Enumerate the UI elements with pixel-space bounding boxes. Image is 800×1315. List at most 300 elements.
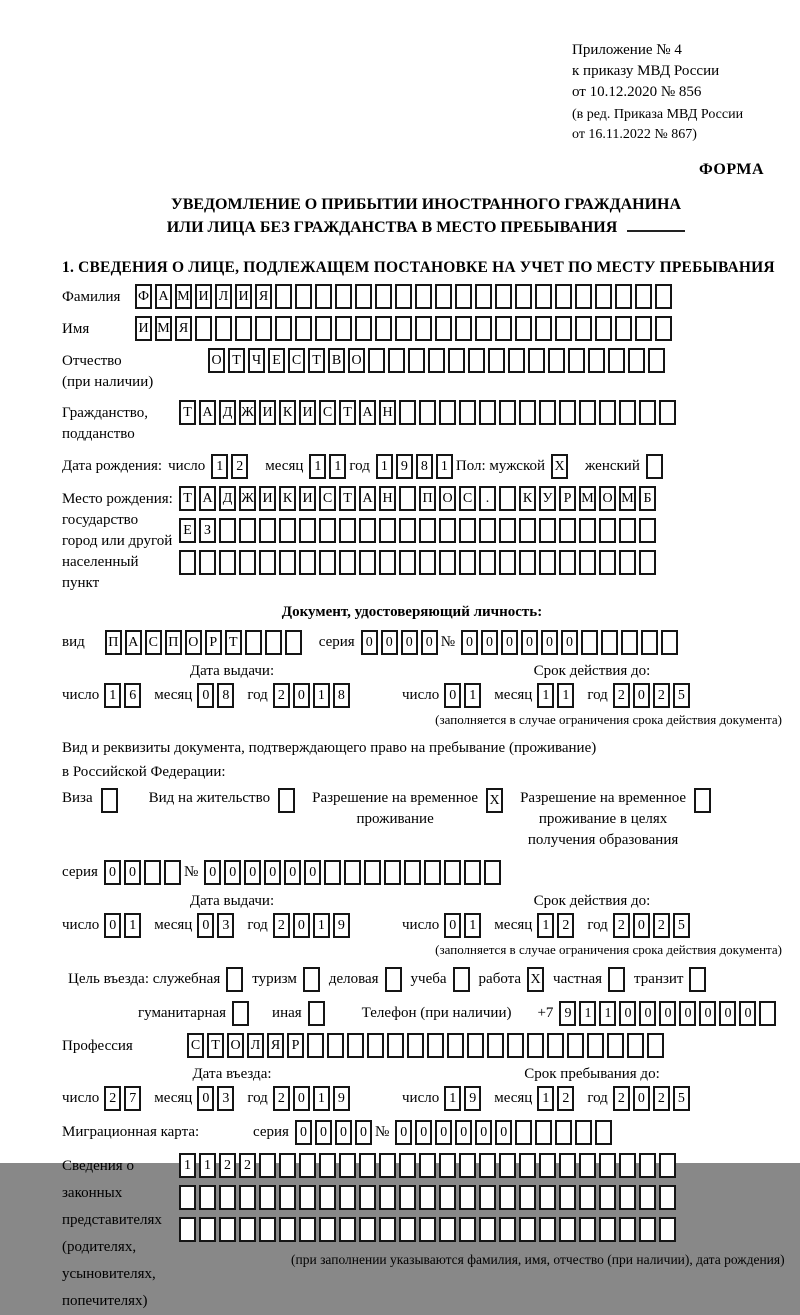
- patronymic-cell[interactable]: [428, 348, 445, 373]
- citizenship-cell[interactable]: [419, 400, 436, 425]
- profession-cell[interactable]: Р: [287, 1033, 304, 1058]
- firstname-cell[interactable]: [515, 316, 532, 341]
- representative-cell[interactable]: [339, 1153, 356, 1178]
- iddoc-expiry-year-cell[interactable]: 0: [633, 683, 650, 708]
- iddoc-type-cell[interactable]: С: [145, 630, 162, 655]
- profession-cell[interactable]: [367, 1033, 384, 1058]
- entry-year-cell[interactable]: 0: [293, 1086, 310, 1111]
- stay-month-cell[interactable]: 1: [537, 1086, 554, 1111]
- birthplace-cell[interactable]: [599, 550, 616, 575]
- representative-cell[interactable]: [619, 1185, 636, 1210]
- profession-cell[interactable]: С: [187, 1033, 204, 1058]
- iddoc-issue-month-cell[interactable]: 0: [197, 683, 214, 708]
- surname-cell[interactable]: [595, 284, 612, 309]
- firstname-cell[interactable]: [415, 316, 432, 341]
- birthplace-cell[interactable]: [339, 550, 356, 575]
- birthplace-cell[interactable]: [579, 518, 596, 543]
- permit-number-cell[interactable]: 0: [304, 860, 321, 885]
- phone-cell[interactable]: [759, 1001, 776, 1026]
- humanitarian-checkbox-cell[interactable]: [232, 1001, 249, 1026]
- representative-cell[interactable]: [259, 1153, 276, 1178]
- birthplace-cell[interactable]: К: [519, 486, 536, 511]
- citizenship-cell[interactable]: Т: [179, 400, 196, 425]
- surname-cell[interactable]: [435, 284, 452, 309]
- permit-number-cell[interactable]: 0: [264, 860, 281, 885]
- birthplace-cell[interactable]: Д: [219, 486, 236, 511]
- birthplace-cell[interactable]: [299, 518, 316, 543]
- birthplace-cell[interactable]: [199, 550, 216, 575]
- migration-series-cell[interactable]: 0: [355, 1120, 372, 1145]
- patronymic-cell[interactable]: В: [328, 348, 345, 373]
- profession-cell[interactable]: [387, 1033, 404, 1058]
- birthplace-cell[interactable]: И: [259, 486, 276, 511]
- birthplace-cell[interactable]: [419, 518, 436, 543]
- profession-cell[interactable]: [647, 1033, 664, 1058]
- birthplace-cell[interactable]: [599, 518, 616, 543]
- birthplace-cell[interactable]: [519, 550, 536, 575]
- surname-cell[interactable]: И: [235, 284, 252, 309]
- firstname-cell[interactable]: [255, 316, 272, 341]
- representative-cell[interactable]: [279, 1185, 296, 1210]
- iddoc-series-cell[interactable]: 0: [361, 630, 378, 655]
- representative-cell[interactable]: 1: [199, 1153, 216, 1178]
- birthdate-month-cell[interactable]: 1: [309, 454, 326, 479]
- representative-cell[interactable]: [359, 1185, 376, 1210]
- phone-cell[interactable]: 0: [659, 1001, 676, 1026]
- representative-cell[interactable]: [599, 1153, 616, 1178]
- citizenship-cell[interactable]: А: [359, 400, 376, 425]
- representative-cell[interactable]: [359, 1217, 376, 1242]
- profession-cell[interactable]: [487, 1033, 504, 1058]
- birthplace-cell[interactable]: [539, 518, 556, 543]
- birthdate-year-cell[interactable]: 1: [376, 454, 393, 479]
- birthdate-year-cell[interactable]: 9: [396, 454, 413, 479]
- surname-cell[interactable]: [335, 284, 352, 309]
- profession-cell[interactable]: [547, 1033, 564, 1058]
- patronymic-cell[interactable]: [528, 348, 545, 373]
- citizenship-cell[interactable]: Ж: [239, 400, 256, 425]
- permit-issue-day-cell[interactable]: 1: [124, 913, 141, 938]
- representative-cell[interactable]: [379, 1185, 396, 1210]
- birthplace-cell[interactable]: И: [299, 486, 316, 511]
- representative-cell[interactable]: [439, 1153, 456, 1178]
- citizenship-cell[interactable]: [619, 400, 636, 425]
- patronymic-cell[interactable]: [388, 348, 405, 373]
- patronymic-cell[interactable]: [468, 348, 485, 373]
- transit-checkbox-cell[interactable]: [689, 967, 706, 992]
- permit-number-cell[interactable]: [404, 860, 421, 885]
- representative-cell[interactable]: [299, 1217, 316, 1242]
- surname-cell[interactable]: [295, 284, 312, 309]
- profession-cell[interactable]: [447, 1033, 464, 1058]
- patronymic-cell[interactable]: [448, 348, 465, 373]
- permit-number-cell[interactable]: [364, 860, 381, 885]
- birthplace-cell[interactable]: К: [279, 486, 296, 511]
- representative-cell[interactable]: [499, 1217, 516, 1242]
- firstname-cell[interactable]: [615, 316, 632, 341]
- profession-cell[interactable]: [627, 1033, 644, 1058]
- representative-cell[interactable]: [559, 1217, 576, 1242]
- permit-number-cell[interactable]: [484, 860, 501, 885]
- firstname-cell[interactable]: [215, 316, 232, 341]
- birthplace-cell[interactable]: .: [479, 486, 496, 511]
- migration-series-cell[interactable]: 0: [295, 1120, 312, 1145]
- representative-cell[interactable]: [339, 1185, 356, 1210]
- patronymic-cell[interactable]: [608, 348, 625, 373]
- permit-number-cell[interactable]: [384, 860, 401, 885]
- permit-number-cell[interactable]: [324, 860, 341, 885]
- permit-number-cell[interactable]: 0: [204, 860, 221, 885]
- study-checkbox-cell[interactable]: [453, 967, 470, 992]
- representative-cell[interactable]: [319, 1153, 336, 1178]
- permit-number-cell[interactable]: 0: [244, 860, 261, 885]
- firstname-cell[interactable]: [395, 316, 412, 341]
- representative-cell[interactable]: 1: [179, 1153, 196, 1178]
- permit-number-cell[interactable]: 0: [284, 860, 301, 885]
- birthplace-cell[interactable]: [259, 550, 276, 575]
- firstname-cell[interactable]: [195, 316, 212, 341]
- citizenship-cell[interactable]: [519, 400, 536, 425]
- birthplace-cell[interactable]: [539, 550, 556, 575]
- representative-cell[interactable]: [499, 1185, 516, 1210]
- citizenship-cell[interactable]: С: [319, 400, 336, 425]
- stay-month-cell[interactable]: 2: [557, 1086, 574, 1111]
- permit-expiry-month-cell[interactable]: 1: [537, 913, 554, 938]
- representative-cell[interactable]: [539, 1153, 556, 1178]
- iddoc-expiry-year-cell[interactable]: 5: [673, 683, 690, 708]
- firstname-cell[interactable]: [355, 316, 372, 341]
- iddoc-type-cell[interactable]: О: [185, 630, 202, 655]
- patronymic-cell[interactable]: Т: [308, 348, 325, 373]
- citizenship-cell[interactable]: [499, 400, 516, 425]
- profession-cell[interactable]: [507, 1033, 524, 1058]
- patronymic-cell[interactable]: [548, 348, 565, 373]
- stay-year-cell[interactable]: 2: [653, 1086, 670, 1111]
- birthplace-cell[interactable]: С: [459, 486, 476, 511]
- migration-number-cell[interactable]: 0: [495, 1120, 512, 1145]
- representative-cell[interactable]: [559, 1153, 576, 1178]
- representative-cell[interactable]: [539, 1185, 556, 1210]
- iddoc-issue-year-cell[interactable]: 8: [333, 683, 350, 708]
- birthplace-cell[interactable]: Т: [339, 486, 356, 511]
- iddoc-issue-year-cell[interactable]: 0: [293, 683, 310, 708]
- representative-cell[interactable]: [199, 1217, 216, 1242]
- representative-cell[interactable]: [619, 1217, 636, 1242]
- iddoc-expiry-day-cell[interactable]: 0: [444, 683, 461, 708]
- iddoc-number-cell[interactable]: 0: [541, 630, 558, 655]
- birthplace-cell[interactable]: М: [579, 486, 596, 511]
- representative-cell[interactable]: [379, 1153, 396, 1178]
- representative-cell[interactable]: [359, 1153, 376, 1178]
- birthplace-cell[interactable]: [279, 550, 296, 575]
- iddoc-type-cell[interactable]: [265, 630, 282, 655]
- permit-number-cell[interactable]: [344, 860, 361, 885]
- surname-cell[interactable]: Л: [215, 284, 232, 309]
- representative-cell[interactable]: [539, 1217, 556, 1242]
- phone-cell[interactable]: 0: [699, 1001, 716, 1026]
- firstname-cell[interactable]: [555, 316, 572, 341]
- representative-cell[interactable]: [439, 1217, 456, 1242]
- surname-cell[interactable]: [495, 284, 512, 309]
- representative-cell[interactable]: [439, 1185, 456, 1210]
- migration-number-cell[interactable]: [535, 1120, 552, 1145]
- birthplace-cell[interactable]: [279, 518, 296, 543]
- citizenship-cell[interactable]: [459, 400, 476, 425]
- migration-number-cell[interactable]: [595, 1120, 612, 1145]
- permit-expiry-year-cell[interactable]: 2: [613, 913, 630, 938]
- business-checkbox-cell[interactable]: [385, 967, 402, 992]
- representative-cell[interactable]: [559, 1185, 576, 1210]
- patronymic-cell[interactable]: С: [288, 348, 305, 373]
- iddoc-type-cell[interactable]: Р: [205, 630, 222, 655]
- patronymic-cell[interactable]: [488, 348, 505, 373]
- representative-cell[interactable]: [279, 1153, 296, 1178]
- surname-cell[interactable]: А: [155, 284, 172, 309]
- profession-cell[interactable]: [307, 1033, 324, 1058]
- birthplace-cell[interactable]: [559, 550, 576, 575]
- iddoc-type-cell[interactable]: А: [125, 630, 142, 655]
- iddoc-issue-year-cell[interactable]: 2: [273, 683, 290, 708]
- representative-cell[interactable]: [599, 1185, 616, 1210]
- firstname-cell[interactable]: И: [135, 316, 152, 341]
- iddoc-issue-year-cell[interactable]: 1: [313, 683, 330, 708]
- firstname-cell[interactable]: [375, 316, 392, 341]
- birthplace-cell[interactable]: [459, 550, 476, 575]
- entry-day-cell[interactable]: 7: [124, 1086, 141, 1111]
- permit-issue-month-cell[interactable]: 3: [217, 913, 234, 938]
- iddoc-issue-day-cell[interactable]: 1: [104, 683, 121, 708]
- surname-cell[interactable]: [415, 284, 432, 309]
- other-checkbox-cell[interactable]: [308, 1001, 325, 1026]
- firstname-cell[interactable]: [495, 316, 512, 341]
- representative-cell[interactable]: [459, 1153, 476, 1178]
- birthplace-cell[interactable]: [619, 518, 636, 543]
- migration-number-cell[interactable]: [555, 1120, 572, 1145]
- stay-day-cell[interactable]: 9: [464, 1086, 481, 1111]
- birthplace-cell[interactable]: [179, 550, 196, 575]
- phone-cell[interactable]: 0: [619, 1001, 636, 1026]
- iddoc-number-cell[interactable]: 0: [461, 630, 478, 655]
- citizenship-cell[interactable]: [639, 400, 656, 425]
- entry-year-cell[interactable]: 1: [313, 1086, 330, 1111]
- permit-series-cell[interactable]: [144, 860, 161, 885]
- patronymic-cell[interactable]: О: [208, 348, 225, 373]
- birthdate-year-cell[interactable]: 8: [416, 454, 433, 479]
- birthplace-cell[interactable]: [399, 550, 416, 575]
- firstname-cell[interactable]: [275, 316, 292, 341]
- birthplace-cell[interactable]: З: [199, 518, 216, 543]
- representative-cell[interactable]: [199, 1185, 216, 1210]
- permit-issue-day-cell[interactable]: 0: [104, 913, 121, 938]
- citizenship-cell[interactable]: [439, 400, 456, 425]
- birthplace-cell[interactable]: М: [619, 486, 636, 511]
- representative-cell[interactable]: [479, 1153, 496, 1178]
- surname-cell[interactable]: [635, 284, 652, 309]
- profession-cell[interactable]: [347, 1033, 364, 1058]
- firstname-cell[interactable]: [575, 316, 592, 341]
- representative-cell[interactable]: [239, 1185, 256, 1210]
- birthplace-cell[interactable]: [359, 550, 376, 575]
- iddoc-number-cell[interactable]: [621, 630, 638, 655]
- birthplace-cell[interactable]: [619, 550, 636, 575]
- representative-cell[interactable]: [419, 1217, 436, 1242]
- migration-number-cell[interactable]: 0: [395, 1120, 412, 1145]
- firstname-cell[interactable]: [535, 316, 552, 341]
- phone-cell[interactable]: 1: [599, 1001, 616, 1026]
- official-checkbox-cell[interactable]: [226, 967, 243, 992]
- visa-checkbox-cell[interactable]: [101, 788, 118, 813]
- entry-year-cell[interactable]: 9: [333, 1086, 350, 1111]
- permit-issue-year-cell[interactable]: 9: [333, 913, 350, 938]
- birthplace-cell[interactable]: С: [319, 486, 336, 511]
- permit-number-cell[interactable]: [424, 860, 441, 885]
- birthplace-cell[interactable]: [459, 518, 476, 543]
- birthplace-cell[interactable]: [639, 518, 656, 543]
- representative-cell[interactable]: [579, 1153, 596, 1178]
- surname-cell[interactable]: [315, 284, 332, 309]
- representative-cell[interactable]: [259, 1185, 276, 1210]
- migration-series-cell[interactable]: 0: [335, 1120, 352, 1145]
- stay-year-cell[interactable]: 2: [613, 1086, 630, 1111]
- citizenship-cell[interactable]: И: [299, 400, 316, 425]
- representative-cell[interactable]: 2: [239, 1153, 256, 1178]
- patronymic-cell[interactable]: Т: [228, 348, 245, 373]
- surname-cell[interactable]: [455, 284, 472, 309]
- iddoc-number-cell[interactable]: 0: [521, 630, 538, 655]
- birthplace-cell[interactable]: [259, 518, 276, 543]
- representative-cell[interactable]: [639, 1153, 656, 1178]
- surname-cell[interactable]: [655, 284, 672, 309]
- birthplace-cell[interactable]: [439, 518, 456, 543]
- patronymic-cell[interactable]: [628, 348, 645, 373]
- representative-cell[interactable]: [459, 1217, 476, 1242]
- birthplace-cell[interactable]: [379, 518, 396, 543]
- birthplace-cell[interactable]: Ж: [239, 486, 256, 511]
- patronymic-cell[interactable]: [408, 348, 425, 373]
- surname-cell[interactable]: [475, 284, 492, 309]
- birthplace-cell[interactable]: [359, 518, 376, 543]
- representative-cell[interactable]: [279, 1217, 296, 1242]
- birthdate-month-cell[interactable]: 1: [329, 454, 346, 479]
- surname-cell[interactable]: М: [175, 284, 192, 309]
- representative-cell[interactable]: [399, 1185, 416, 1210]
- firstname-cell[interactable]: [335, 316, 352, 341]
- permit-issue-year-cell[interactable]: 1: [313, 913, 330, 938]
- firstname-cell[interactable]: [635, 316, 652, 341]
- tourism-checkbox-cell[interactable]: [303, 967, 320, 992]
- permit-issue-year-cell[interactable]: 2: [273, 913, 290, 938]
- surname-cell[interactable]: Ф: [135, 284, 152, 309]
- iddoc-series-cell[interactable]: 0: [381, 630, 398, 655]
- permit-issue-year-cell[interactable]: 0: [293, 913, 310, 938]
- birthplace-cell[interactable]: [219, 550, 236, 575]
- representative-cell[interactable]: [399, 1153, 416, 1178]
- iddoc-expiry-day-cell[interactable]: 1: [464, 683, 481, 708]
- permit-expiry-month-cell[interactable]: 2: [557, 913, 574, 938]
- firstname-cell[interactable]: [435, 316, 452, 341]
- surname-cell[interactable]: [395, 284, 412, 309]
- birthplace-cell[interactable]: О: [599, 486, 616, 511]
- representative-cell[interactable]: [379, 1217, 396, 1242]
- surname-cell[interactable]: И: [195, 284, 212, 309]
- migration-number-cell[interactable]: 0: [475, 1120, 492, 1145]
- birthplace-cell[interactable]: [419, 550, 436, 575]
- iddoc-number-cell[interactable]: [661, 630, 678, 655]
- patronymic-cell[interactable]: [588, 348, 605, 373]
- representative-cell[interactable]: [579, 1217, 596, 1242]
- permit-expiry-year-cell[interactable]: 5: [673, 913, 690, 938]
- iddoc-number-cell[interactable]: 0: [561, 630, 578, 655]
- representative-cell[interactable]: [519, 1185, 536, 1210]
- representative-cell[interactable]: [319, 1217, 336, 1242]
- permit-expiry-day-cell[interactable]: 1: [464, 913, 481, 938]
- permit-expiry-day-cell[interactable]: 0: [444, 913, 461, 938]
- representative-cell[interactable]: [179, 1217, 196, 1242]
- stay-year-cell[interactable]: 5: [673, 1086, 690, 1111]
- profession-cell[interactable]: Т: [207, 1033, 224, 1058]
- representative-cell[interactable]: [299, 1153, 316, 1178]
- phone-cell[interactable]: 0: [639, 1001, 656, 1026]
- surname-cell[interactable]: [275, 284, 292, 309]
- firstname-cell[interactable]: Я: [175, 316, 192, 341]
- iddoc-series-cell[interactable]: 0: [421, 630, 438, 655]
- citizenship-cell[interactable]: И: [259, 400, 276, 425]
- representative-cell[interactable]: [239, 1217, 256, 1242]
- birthplace-cell[interactable]: [579, 550, 596, 575]
- male-checkbox-cell[interactable]: X: [551, 454, 568, 479]
- profession-cell[interactable]: [587, 1033, 604, 1058]
- stay-day-cell[interactable]: 1: [444, 1086, 461, 1111]
- representative-cell[interactable]: [319, 1185, 336, 1210]
- representative-cell[interactable]: [179, 1185, 196, 1210]
- iddoc-type-cell[interactable]: П: [105, 630, 122, 655]
- representative-cell[interactable]: [599, 1217, 616, 1242]
- permit-number-cell[interactable]: 0: [224, 860, 241, 885]
- patronymic-cell[interactable]: [368, 348, 385, 373]
- birthplace-cell[interactable]: [439, 550, 456, 575]
- birthplace-cell[interactable]: [239, 550, 256, 575]
- firstname-cell[interactable]: [595, 316, 612, 341]
- birthplace-cell[interactable]: [479, 518, 496, 543]
- birthdate-day-cell[interactable]: 2: [231, 454, 248, 479]
- birthplace-cell[interactable]: Р: [559, 486, 576, 511]
- iddoc-number-cell[interactable]: 0: [481, 630, 498, 655]
- birthdate-year-cell[interactable]: 1: [436, 454, 453, 479]
- firstname-cell[interactable]: [475, 316, 492, 341]
- representative-cell[interactable]: [519, 1153, 536, 1178]
- profession-cell[interactable]: [567, 1033, 584, 1058]
- migration-number-cell[interactable]: [575, 1120, 592, 1145]
- profession-cell[interactable]: [607, 1033, 624, 1058]
- entry-month-cell[interactable]: 3: [217, 1086, 234, 1111]
- entry-month-cell[interactable]: 0: [197, 1086, 214, 1111]
- permit-expiry-year-cell[interactable]: 0: [633, 913, 650, 938]
- iddoc-issue-month-cell[interactable]: 8: [217, 683, 234, 708]
- citizenship-cell[interactable]: К: [279, 400, 296, 425]
- permit-number-cell[interactable]: [444, 860, 461, 885]
- representative-cell[interactable]: [619, 1153, 636, 1178]
- citizenship-cell[interactable]: [659, 400, 676, 425]
- firstname-cell[interactable]: [295, 316, 312, 341]
- birthplace-cell[interactable]: [499, 486, 516, 511]
- birthplace-cell[interactable]: [319, 550, 336, 575]
- representative-cell[interactable]: 2: [219, 1153, 236, 1178]
- patronymic-cell[interactable]: О: [348, 348, 365, 373]
- birthplace-cell[interactable]: [559, 518, 576, 543]
- profession-cell[interactable]: [407, 1033, 424, 1058]
- representative-cell[interactable]: [659, 1153, 676, 1178]
- birthplace-cell[interactable]: [499, 518, 516, 543]
